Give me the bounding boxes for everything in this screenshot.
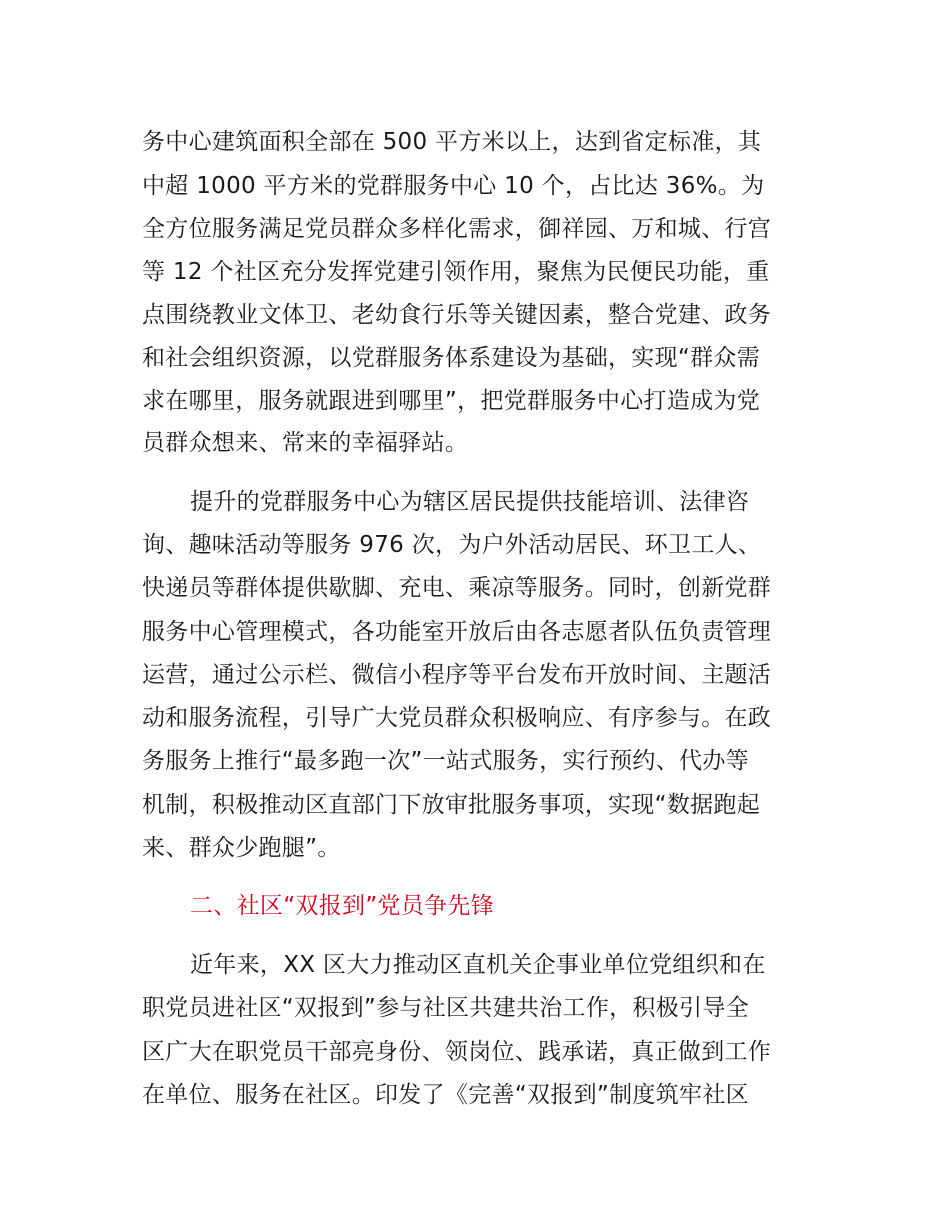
paragraph-1-line-2: 中超 1000 平方米的党群服务中心 10 个，占比达 36%。为: [142, 173, 765, 199]
paragraph-1-line-7: 求在哪里，服务就跟进到哪里”，把党群服务中心打造成为党: [142, 388, 761, 414]
paragraph-3-line-4: 在单位、服务在社区。印发了《完善“双报到”制度筑牢社区: [142, 1082, 749, 1108]
paragraph-1-line-1: 务中心建筑面积全部在 500 平方米以上，达到省定标准，其: [142, 129, 762, 155]
paragraph-3-line-3: 区广大在职党员干部亮身份、领岗位、践承诺，真正做到工作: [142, 1039, 772, 1065]
paragraph-2-line-8: 机制，积极推动区直部门下放审批服务事项，实现“数据跑起: [142, 792, 761, 818]
paragraph-2-line-4: 服务中心管理模式，各功能室开放后由各志愿者队伍负责管理: [142, 619, 772, 645]
paragraph-1-line-5: 点围绕教业文体卫、老幼食行乐等关键因素，整合党建、政务: [142, 302, 772, 328]
paragraph-2-line-3: 快递员等群体提供歇脚、充电、乘凉等服务。同时，创新党群: [142, 575, 772, 601]
paragraph-3-line-1: 近年来，XX 区大力推动区直机关企事业单位党组织和在: [190, 952, 766, 978]
paragraph-1-line-6: 和社会组织资源，以党群服务体系建设为基础，实现“群众需: [142, 345, 761, 371]
paragraph-1-line-3: 全方位服务满足党员群众多样化需求，御祥园、万和城、行宫: [142, 216, 772, 242]
paragraph-2-line-7: 务服务上推行“最多跑一次”一站式服务，实行预约、代办等: [142, 748, 749, 774]
section-heading: 二、社区“双报到”党员争先锋: [190, 893, 495, 919]
paragraph-2-line-5: 运营，通过公示栏、微信小程序等平台发布开放时间、主题活: [142, 662, 772, 688]
paragraph-2-line-1: 提升的党群服务中心为辖区居民提供技能培训、法律咨: [190, 489, 750, 515]
paragraph-3-line-2: 职党员进社区“双报到”参与社区共建共治工作，积极引导全: [142, 995, 749, 1021]
paragraph-2-line-9: 来、群众少跑腿”。: [142, 835, 341, 861]
paragraph-2-line-6: 动和服务流程，引导广大党员群众积极响应、有序参与。在政: [142, 705, 772, 731]
paragraph-1-line-8: 员群众想来、常来的幸福驿站。: [142, 430, 469, 456]
paragraph-2-line-2: 询、趣味活动等服务 976 次，为户外活动居民、环卫工人、: [142, 532, 762, 558]
paragraph-1-line-4: 等 12 个社区充分发挥党建引领作用，聚焦为民便民功能，重: [142, 259, 770, 285]
